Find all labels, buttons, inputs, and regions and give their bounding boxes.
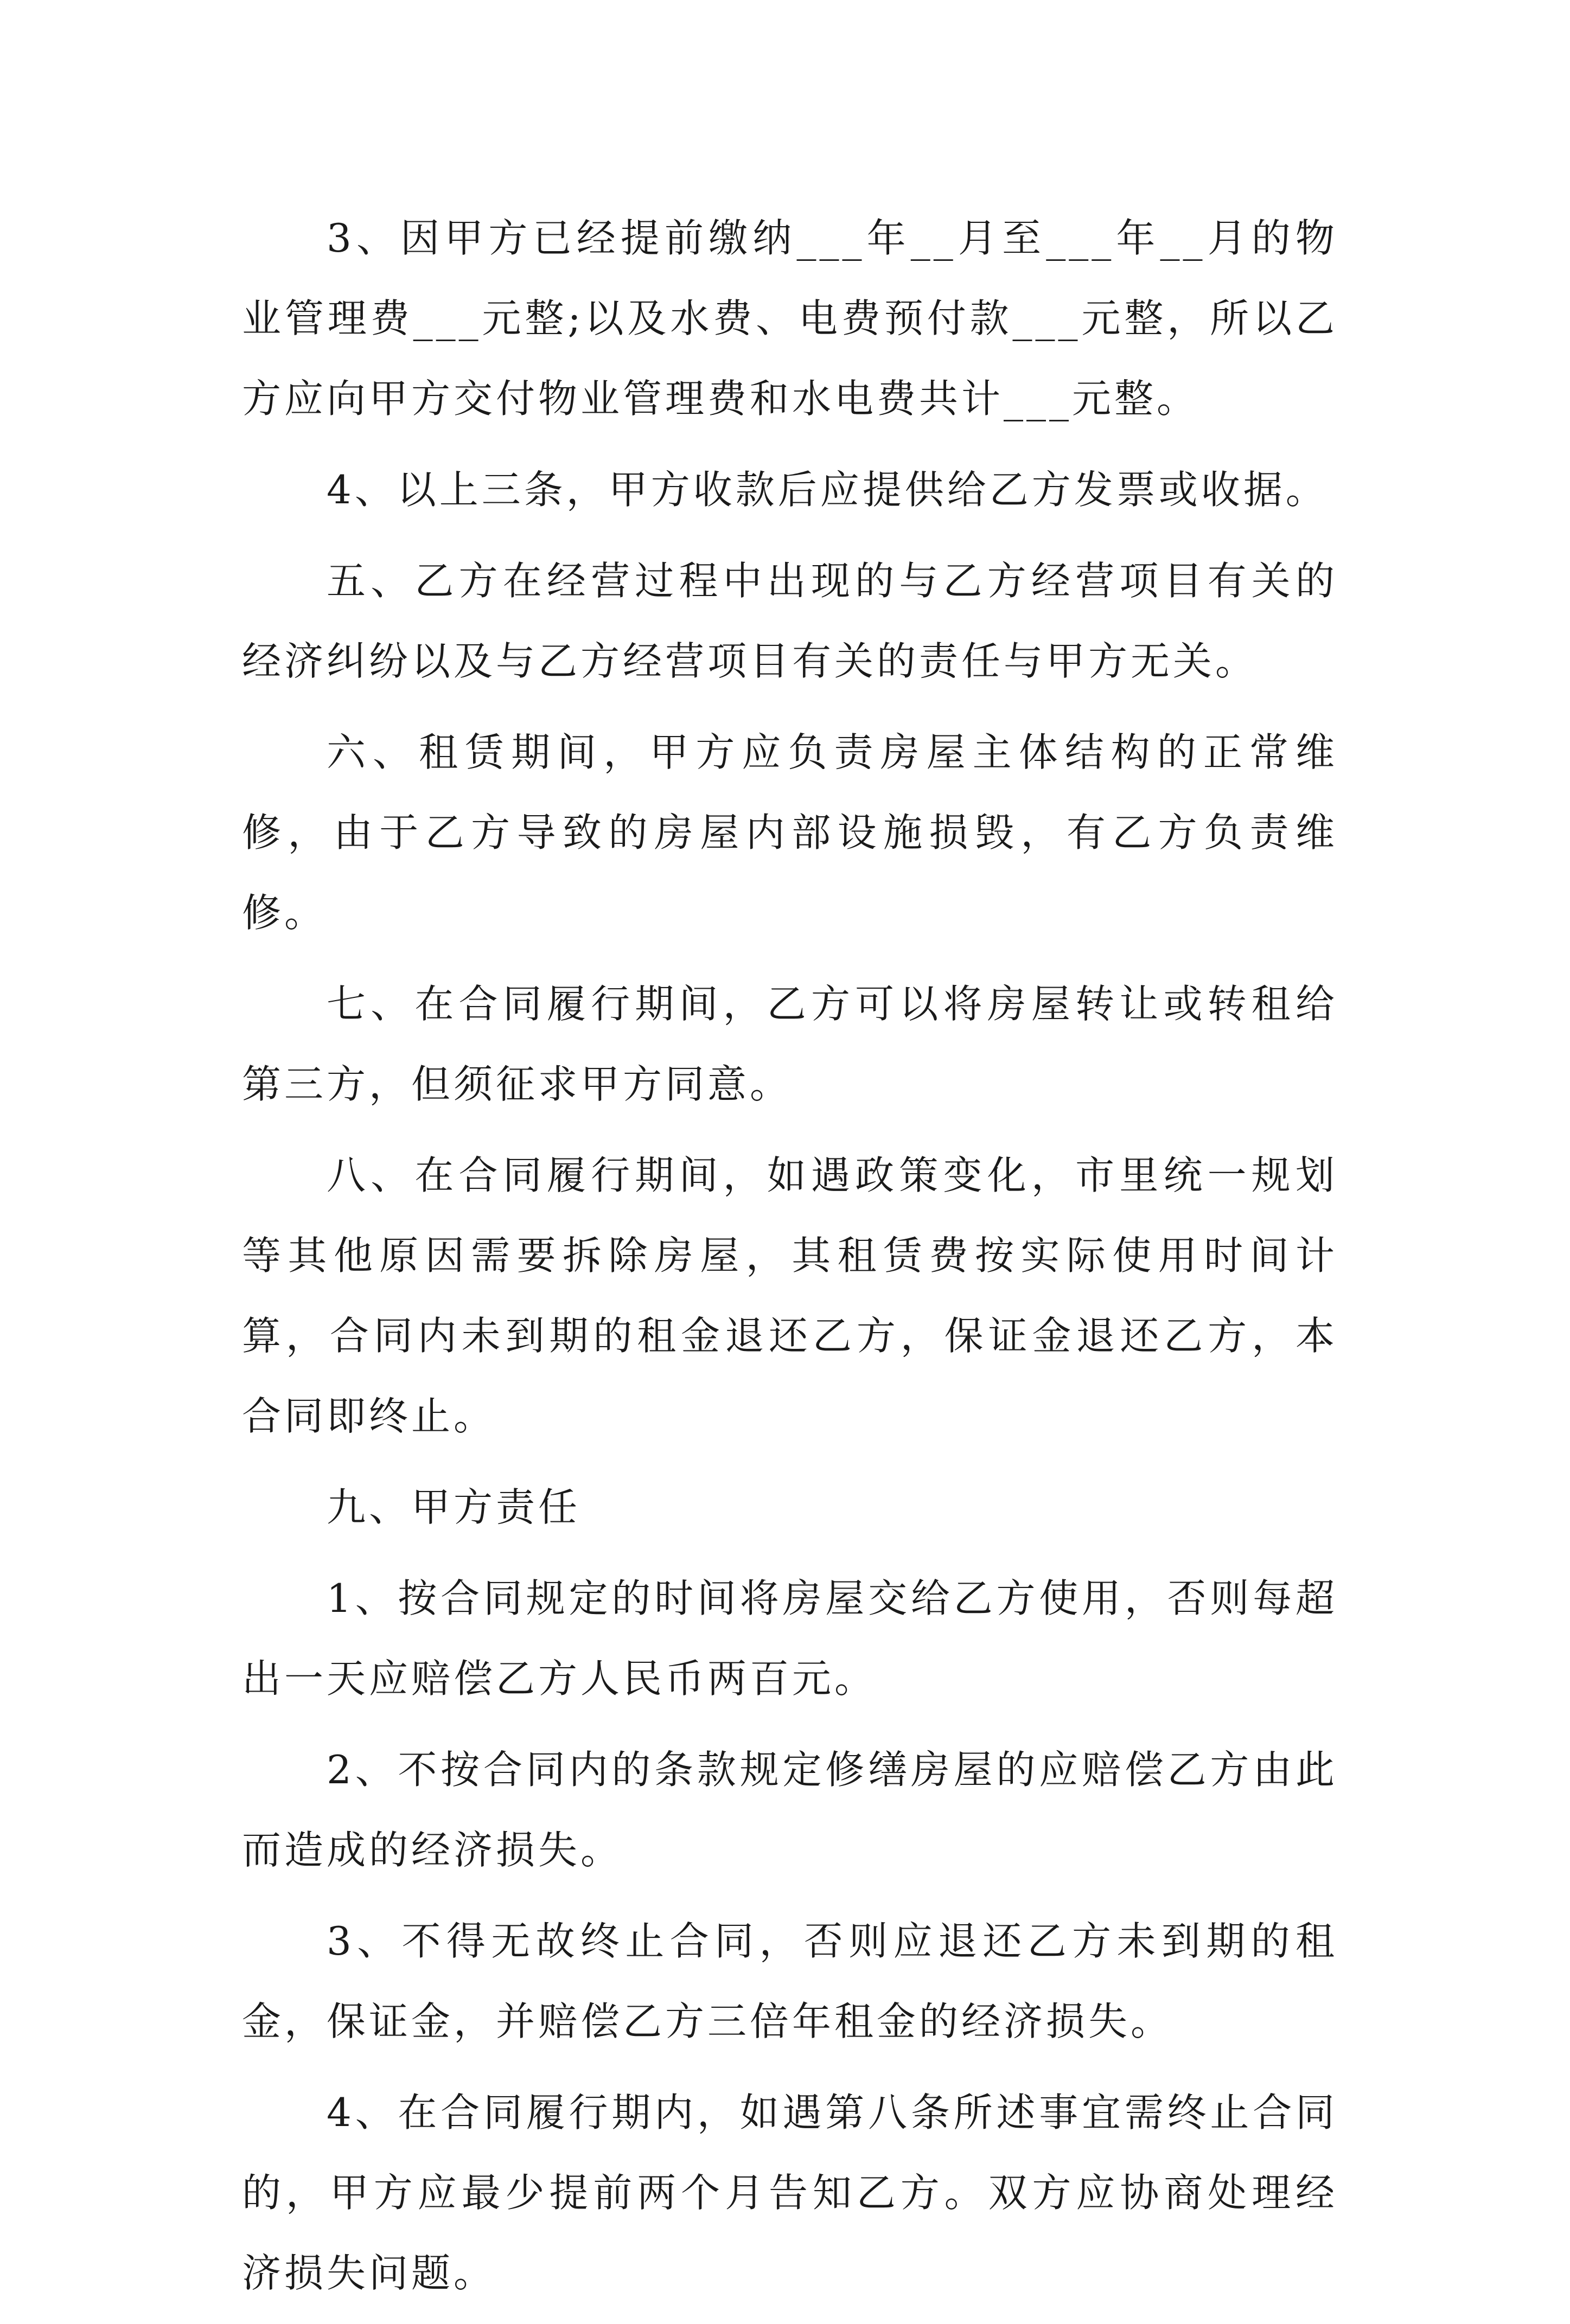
paragraph-article-5-disputes: 五、乙方在经营过程中出现的与乙方经营项目有关的经济纠纷以及与乙方经营项目有关的责任与甲方无关。 [242, 558, 1338, 684]
paragraph-duty-1: 1、按合同规定的时间将房屋交给乙方使用，否则每超出一天应赔偿乙方人民币两百元。 [242, 1576, 1338, 1701]
paragraph-article-7-sublease: 七、在合同履行期间，乙方可以将房屋转让或转租给第三方，但须征求甲方同意。 [242, 981, 1338, 1107]
paragraph-article-8-demolition: 八、在合同履行期间，如遇政策变化，市里统一规划等其他原因需要拆除房屋，其租赁费按实际使用时间计算，合同内未到期的租金退还乙方，保证金退还乙方，本合同即终止。 [242, 1153, 1338, 1439]
paragraph-clause-4-receipt: 4、以上三条，甲方收款后应提供给乙方发票或收据。 [327, 467, 1328, 513]
paragraph-duty-3: 3、不得无故终止合同，否则应退还乙方未到期的租金，保证金，并赔偿乙方三倍年租金的经济损失。 [242, 1918, 1338, 2044]
paragraph-article-9-heading: 九、甲方责任 [327, 1484, 581, 1530]
paragraph-duty-4: 4、在合同履行期内，如遇第八条所述事宜需终止合同的，甲方应最少提前两个月告知乙方。双方应协商处理经济损失问题。 [242, 2090, 1338, 2296]
paragraph-duty-2: 2、不按合同内的条款规定修缮房屋的应赔偿乙方由此而造成的经济损失。 [242, 1747, 1338, 1873]
paragraph-article-6-maintenance: 六、租赁期间，甲方应负责房屋主体结构的正常维修，由于乙方导致的房屋内部设施损毁，有乙方负责维修。 [242, 729, 1338, 936]
paragraph-clause-3-fees: 3、因甲方已经提前缴纳___年__月至___年__月的物业管理费___元整;以及水费、电费预付款___元整，所以乙方应向甲方交付物业管理费和水电费共计___元整。 [242, 215, 1338, 421]
contract-body [242, 198, 1338, 2324]
